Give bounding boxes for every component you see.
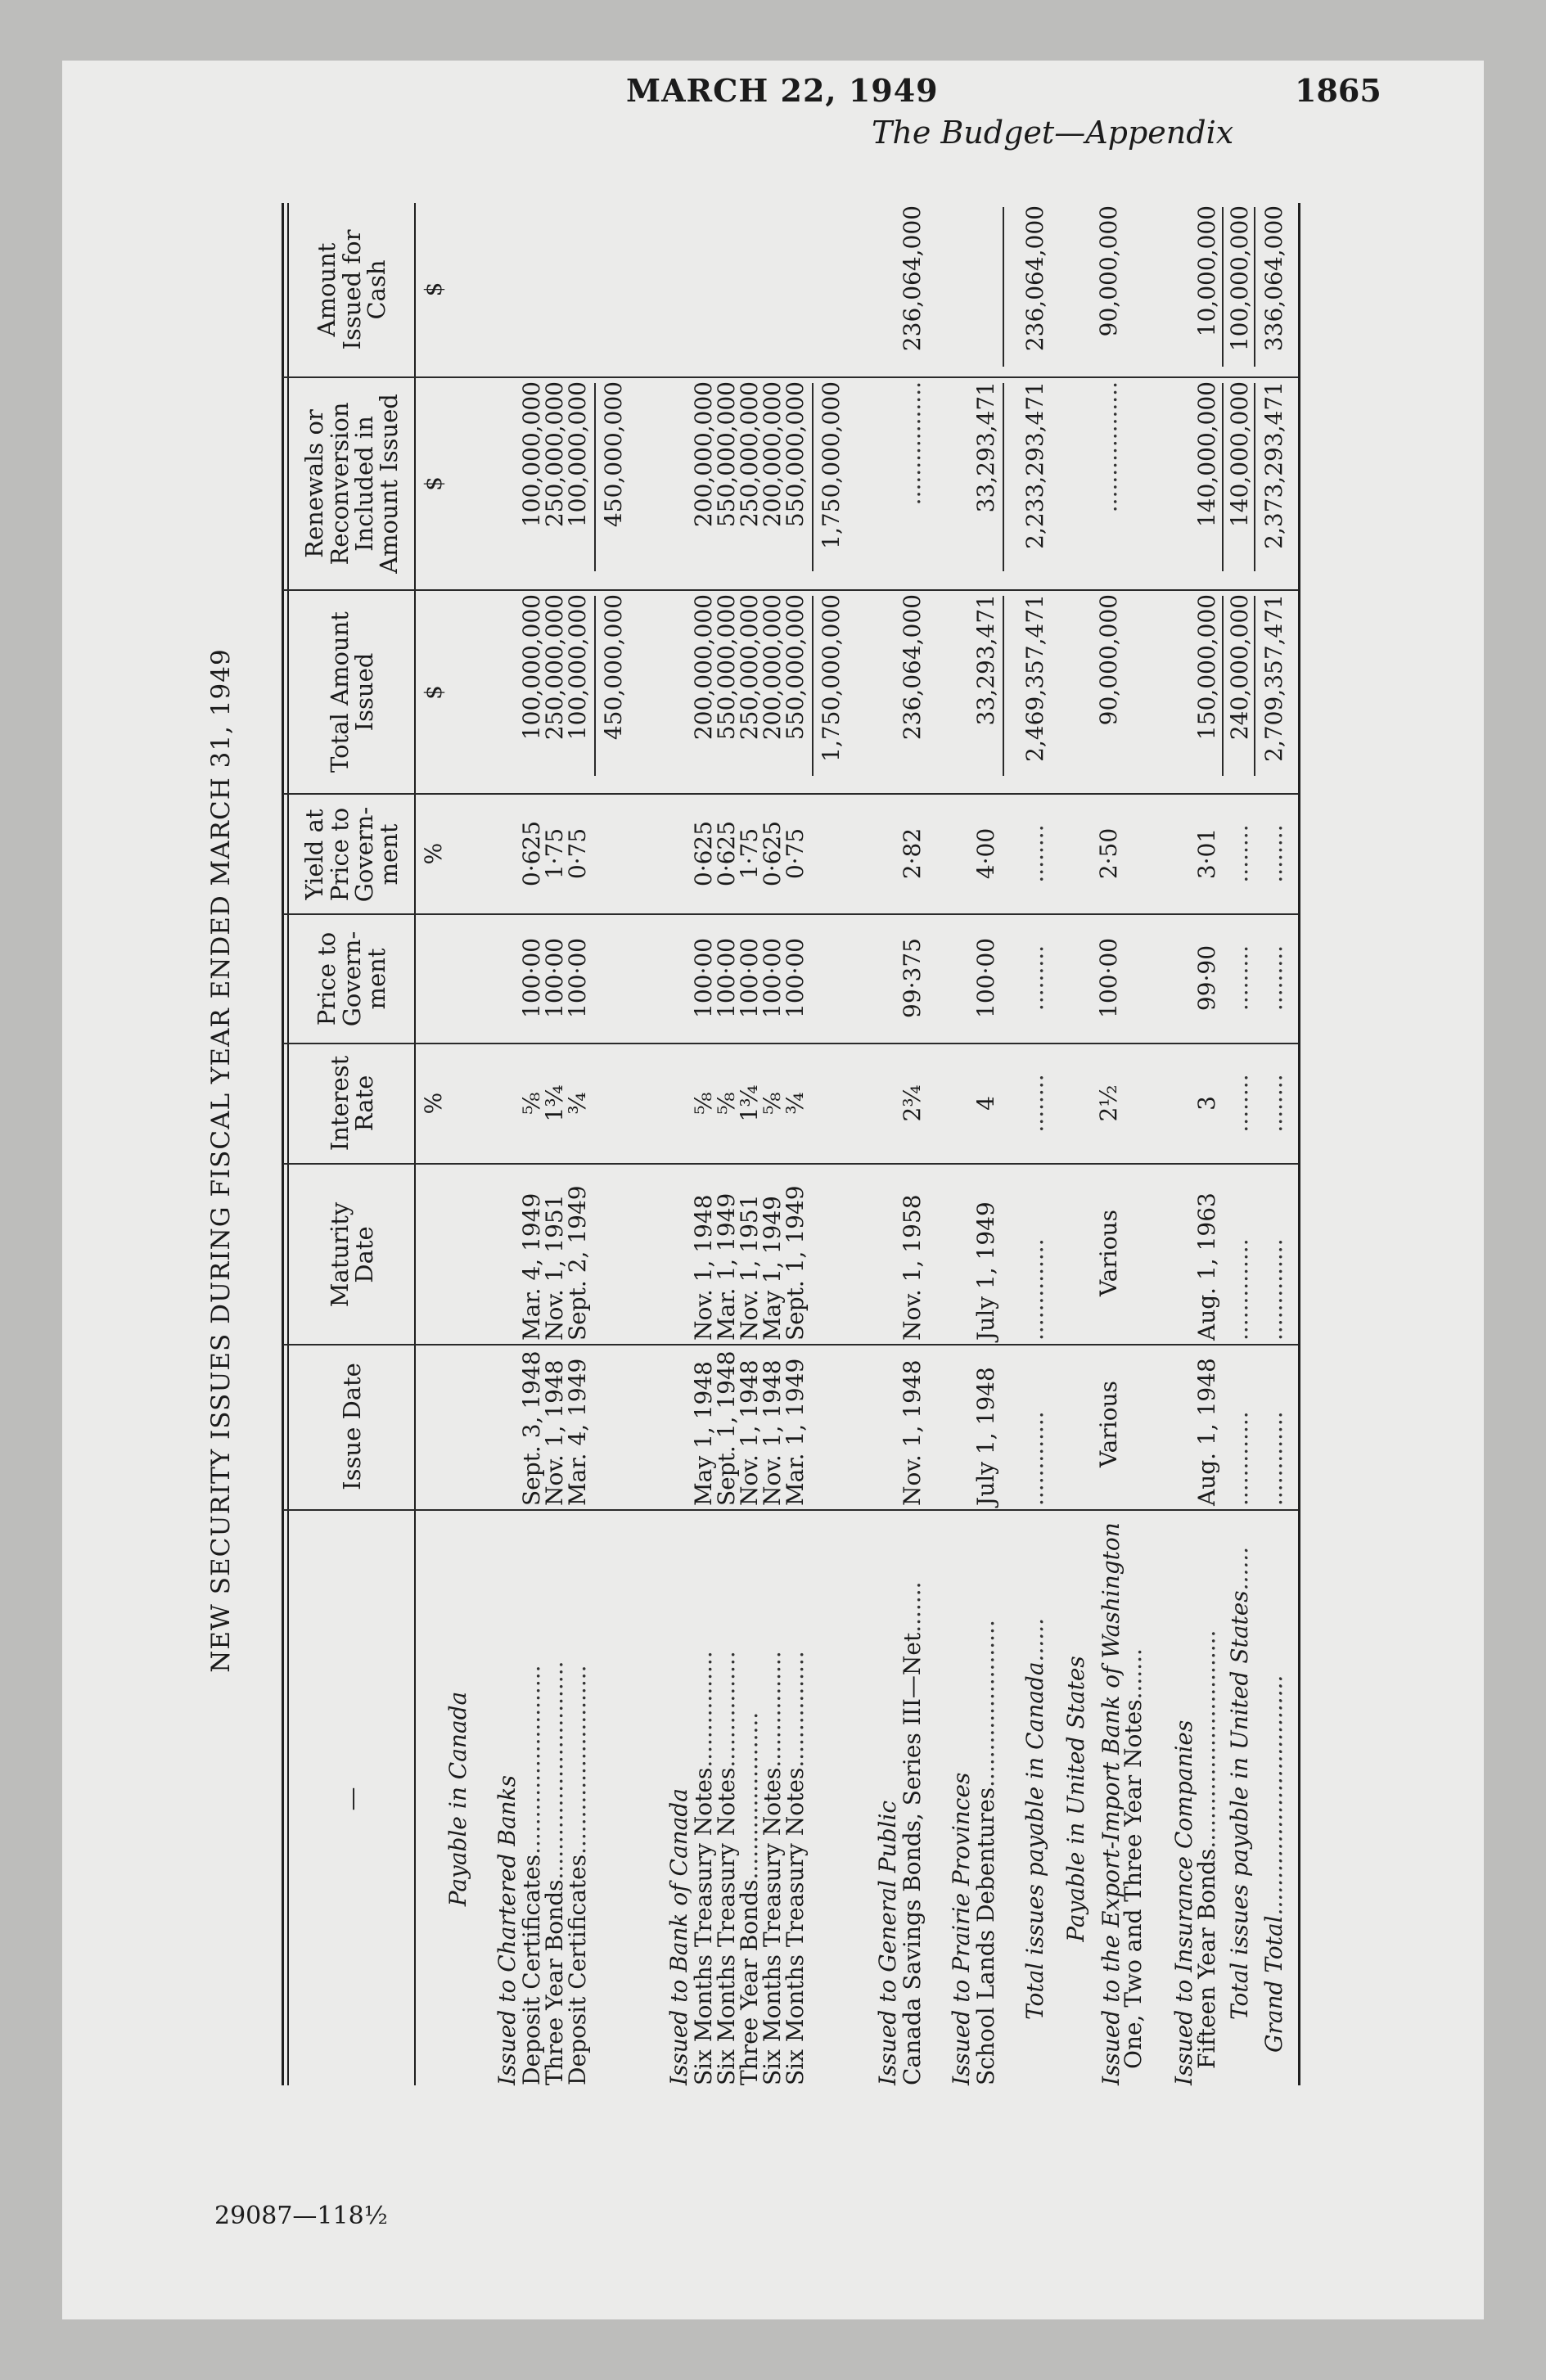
table-row	[566, 203, 590, 2118]
label-text: Total issues payable in United States	[1226, 1590, 1253, 2020]
leaders: .........	[1226, 944, 1253, 1012]
cell-yield: 1·75	[541, 827, 568, 880]
cell-cash: 10,000,000	[1193, 205, 1220, 337]
leaders: ..............	[1021, 1238, 1048, 1341]
cell-maturity: Sept. 1, 1949	[782, 1185, 809, 1341]
cell-issue: Mar. 4, 1949	[564, 1358, 591, 1506]
header-maturity-date: Maturity Date	[325, 1201, 378, 1308]
table-row	[783, 203, 808, 2118]
grand-total-label: Grand Total.................................	[1260, 1675, 1287, 2053]
desc-text: Deposit Certificates	[518, 1854, 545, 2085]
leaders: ........	[1260, 1074, 1287, 1133]
table-row	[1095, 203, 1147, 2118]
leaders: .............	[1226, 1411, 1253, 1506]
page-subtitle: The Budget—Appendix	[872, 115, 1234, 151]
cell-price: 99·375	[899, 938, 926, 1018]
cell-total: 90,000,000	[1095, 594, 1122, 726]
cell-issue: Sept. 3, 1948	[518, 1350, 545, 1506]
cell-issue: Nov. 1, 1948	[736, 1359, 763, 1506]
unit-cash: $	[420, 282, 447, 297]
cell-total: 550,000,000	[782, 594, 809, 741]
cell-renew: 2,373,293,471	[1260, 381, 1287, 549]
cell-issue: Mar. 1, 1949	[782, 1358, 809, 1506]
section-label: Payable in Canada	[444, 1691, 471, 1907]
label-text: Grand Total	[1260, 1915, 1287, 2053]
label-text: Total issues payable in Canada	[1021, 1661, 1048, 2020]
cell-yield: 0·625	[713, 820, 740, 887]
desc-text: School Lands Debentures	[972, 1787, 999, 2085]
cell-issue: July 1, 1948	[972, 1367, 999, 1506]
desc-text: Six Months Treasury Notes	[690, 1767, 717, 2085]
cell-maturity: Nov. 1, 1958	[899, 1194, 926, 1341]
leaders: ........	[1021, 1074, 1048, 1133]
group-label: Issued to General Public	[874, 1800, 901, 2085]
top-rule	[282, 203, 284, 2085]
cell-price: 100·00	[782, 938, 809, 1018]
cell-total: 200,000,000	[690, 594, 717, 741]
desc-text: Canada Savings Bonds, Series III—Net	[899, 1632, 926, 2085]
cell-issue: Nov. 1, 1948	[899, 1359, 926, 1506]
cell-price: 100·00	[541, 938, 568, 1018]
header-total-amount: Total Amount Issued	[325, 611, 378, 773]
cell-rate: 1¾	[736, 1084, 763, 1122]
subtotal-row	[819, 203, 844, 2118]
desc-text: Six Months Treasury Notes	[759, 1767, 786, 2085]
cell-renew-leaders: .................	[899, 381, 926, 506]
cell-issue: Nov. 1, 1948	[759, 1359, 786, 1506]
cell-price: 100·00	[736, 938, 763, 1018]
cell-renew: 140,000,000	[1193, 381, 1220, 528]
header-rule	[414, 203, 416, 2085]
page-number: 1865	[1295, 72, 1381, 109]
cell-issue: Aug. 1, 1948	[1193, 1358, 1220, 1506]
cell-total: 100,000,000	[518, 594, 545, 741]
row-description: Fifteen Year Bonds..............................	[1195, 1630, 1219, 2085]
cell-yield: 2·82	[899, 827, 926, 880]
cell-price: 100·00	[564, 938, 591, 1018]
desc-text: One, Two and Three Year Notes	[1120, 1699, 1147, 2069]
cell-price: 100·00	[759, 938, 786, 1018]
subtotal-rule	[594, 383, 596, 571]
cell-yield: 2·50	[1095, 827, 1122, 880]
total-us-row	[1228, 203, 1252, 2118]
section-label: Payable in United States	[1062, 1656, 1089, 1942]
row-description: Six Months Treasury Notes................	[782, 1651, 809, 2085]
cell-yield: 0·75	[782, 827, 809, 880]
cell-cash: 100,000,000	[1226, 205, 1253, 352]
header-issue-date: Issue Date	[337, 1363, 366, 1490]
cell-cash: 90,000,000	[1095, 205, 1122, 337]
desc-text: Three Year Bonds	[541, 1879, 568, 2085]
header-price: Price to Govern-ment	[313, 931, 391, 1027]
cell-price: 100·00	[690, 938, 717, 1018]
cell-subtotal-total: 1,750,000,000	[818, 594, 845, 762]
cell-price: 100·00	[713, 938, 740, 1018]
cell-rate: 1¾	[541, 1084, 568, 1122]
total-canada-row	[1023, 203, 1048, 2118]
units-row	[421, 203, 446, 2118]
cell-yield: 4·00	[972, 827, 999, 880]
cell-price: 100·00	[1095, 938, 1122, 1018]
subtotal-rule	[812, 596, 814, 776]
cell-issue: Nov. 1, 1948	[541, 1359, 568, 1506]
group-heading	[949, 203, 974, 2118]
group-heading	[876, 203, 900, 2118]
total-rule	[1003, 596, 1004, 776]
group-label: Issued to Prairie Provinces	[948, 1772, 975, 2085]
table-row	[974, 203, 998, 2118]
total-rule	[1222, 207, 1224, 367]
group-label: Issued to Bank of Canada	[665, 1788, 692, 2085]
section-heading-us	[1064, 203, 1089, 2118]
unit-rate: %	[420, 1092, 447, 1115]
cell-total: 150,000,000	[1193, 594, 1220, 741]
page-date: MARCH 22, 1949	[626, 72, 939, 109]
desc-text: Fifteen Year Bonds	[1193, 1848, 1220, 2069]
table-row	[1195, 203, 1219, 2118]
total-rule	[1222, 596, 1224, 776]
cell-issue: May 1, 1948	[690, 1361, 717, 1506]
cell-rate: 4	[972, 1096, 999, 1111]
cell-subtotal-total: 450,000,000	[600, 594, 627, 741]
cell-yield: 0·625	[759, 820, 786, 887]
cell-price: 100·00	[972, 938, 999, 1018]
desc-text: Six Months Treasury Notes	[782, 1767, 809, 2085]
grand-total-row	[1262, 203, 1287, 2118]
cell-yield: 0·625	[690, 820, 717, 887]
cell-yield: 1·75	[736, 827, 763, 880]
cell-total: 250,000,000	[736, 594, 763, 741]
cell-total: 100,000,000	[564, 594, 591, 741]
group-heading	[495, 203, 520, 2118]
cell-renew-leaders: ..................	[1095, 381, 1122, 513]
desc-text: Three Year Bonds	[736, 1879, 763, 2085]
cell-subtotal-renew: 1,750,000,000	[818, 381, 845, 549]
leaders: .........	[1021, 944, 1048, 1012]
row-description: School Lands Debentures.......................	[972, 1620, 999, 2085]
cell-yield: 0·75	[564, 827, 591, 880]
cell-maturity: May 1, 1949	[759, 1196, 786, 1341]
total-rule	[1254, 596, 1255, 776]
cell-total: 33,293,471	[972, 594, 999, 726]
total-rule	[1222, 383, 1224, 571]
total-rule	[1254, 207, 1255, 367]
leaders: ..............	[1226, 1238, 1253, 1341]
cell-maturity: Nov. 1, 1951	[541, 1194, 568, 1341]
cell-renew: 100,000,000	[518, 381, 545, 528]
cell-maturity: Nov. 1, 1948	[690, 1194, 717, 1341]
subtotal-rule	[812, 383, 814, 571]
cell-total: 236,064,000	[899, 594, 926, 741]
cell-maturity: July 1, 1949	[972, 1201, 999, 1341]
cell-rate: ⅝	[518, 1092, 545, 1115]
top-rule-2	[287, 203, 289, 2085]
cell-total: 250,000,000	[541, 594, 568, 741]
leaders: ........	[1226, 824, 1253, 883]
header-yield: Yield at Price to Govern-ment	[300, 806, 403, 903]
cell-total: 240,000,000	[1226, 594, 1253, 741]
bottom-rule	[1298, 203, 1300, 2085]
cell-total: 200,000,000	[759, 594, 786, 741]
cell-yield: 0·625	[518, 820, 545, 887]
header-interest-rate: Interest Rate	[325, 1055, 378, 1152]
section-heading-canada	[446, 203, 471, 2118]
leaders: ..............	[1260, 1238, 1287, 1341]
leaders: .............	[1260, 1411, 1287, 1506]
cell-subtotal-renew: 450,000,000	[600, 381, 627, 528]
unit-yield: %	[420, 842, 447, 865]
cell-maturity: Various	[1095, 1210, 1122, 1296]
row-description: Deposit Certificates..........................	[518, 1665, 545, 2085]
cell-renew: 550,000,000	[782, 381, 809, 528]
desc-text: Deposit Certificates	[564, 1854, 591, 2085]
desc-text: Six Months Treasury Notes	[713, 1767, 740, 2085]
total-canada-label: Total issues payable in Canada......	[1021, 1618, 1048, 2020]
subtotal-rule	[594, 596, 596, 776]
cell-price: 99·90	[1193, 944, 1220, 1012]
cell-renew: 100,000,000	[564, 381, 591, 528]
cell-renew: 33,293,471	[972, 381, 999, 513]
unit-renewals: $	[420, 476, 447, 491]
group-label: Issued to Insurance Companies	[1170, 1720, 1197, 2085]
cell-total: 2,709,357,471	[1260, 594, 1287, 762]
cell-issue: Various	[1095, 1381, 1122, 1467]
cell-price: 100·00	[518, 938, 545, 1018]
cell-total: 550,000,000	[713, 594, 740, 741]
row-description: Six Months Treasury Notes................	[690, 1651, 717, 2085]
cell-renew: 200,000,000	[690, 381, 717, 528]
row-description: One, Two and Three Year Notes.......	[1121, 1648, 1146, 2085]
cell-rate: 3	[1193, 1096, 1220, 1111]
row-description: Canada Savings Bonds, Series III—Net.......	[899, 1581, 926, 2085]
total-rule	[1254, 383, 1255, 571]
cell-rate: ¾	[782, 1092, 809, 1115]
cell-renew: 140,000,000	[1226, 381, 1253, 528]
subtotal-row	[602, 203, 626, 2118]
cell-rate: ¾	[564, 1092, 591, 1115]
cell-maturity: Mar. 1, 1949	[713, 1192, 740, 1341]
cell-renew: 550,000,000	[713, 381, 740, 528]
total-us-label: Total issues payable in United States......	[1226, 1546, 1253, 2020]
leaders: ........	[1021, 824, 1048, 883]
cell-renew: 250,000,000	[736, 381, 763, 528]
group-heading	[667, 203, 692, 2118]
cell-maturity: Nov. 1, 1951	[736, 1194, 763, 1341]
unit-total: $	[420, 685, 447, 700]
cell-rate: 2½	[1095, 1084, 1122, 1122]
cell-renew: 2,233,293,471	[1021, 381, 1048, 549]
cell-total: 2,469,357,471	[1021, 594, 1048, 762]
header-cash: Amount Issued for Cash	[313, 229, 391, 350]
row-description: Six Months Treasury Notes................	[759, 1651, 786, 2085]
cell-maturity: Mar. 4, 1949	[518, 1192, 545, 1341]
table-title: NEW SECURITY ISSUES DURING FISCAL YEAR ENDED MARCH 31, 1949	[206, 648, 236, 1673]
cell-rate: ⅝	[713, 1092, 740, 1115]
row-description: Three Year Bonds..............................	[541, 1661, 568, 2085]
cell-renew: 200,000,000	[759, 381, 786, 528]
rotated-table	[206, 203, 1350, 2118]
row-description: Three Year Bonds.......................	[736, 1711, 763, 2085]
footer-code: 29087—118½	[214, 2202, 388, 2230]
header-description: —	[337, 1787, 366, 1811]
group-label: Issued to the Export-Import Bank of Washington	[1098, 1522, 1125, 2085]
leaders: ........	[1226, 1074, 1253, 1133]
cell-cash: 236,064,000	[1021, 205, 1048, 352]
cell-renew: 250,000,000	[541, 381, 568, 528]
cell-maturity: Sept. 2, 1949	[564, 1185, 591, 1341]
leaders: .........	[1260, 944, 1287, 1012]
leaders: .............	[1021, 1411, 1048, 1506]
table-row	[900, 203, 925, 2118]
cell-rate: ⅝	[690, 1092, 717, 1115]
cell-issue: Sept. 1, 1948	[713, 1350, 740, 1506]
total-rule	[1003, 383, 1004, 571]
cell-yield: 3·01	[1193, 827, 1220, 880]
cell-cash: 236,064,000	[899, 205, 926, 352]
cell-maturity: Aug. 1, 1963	[1193, 1192, 1220, 1341]
row-description: Six Months Treasury Notes................	[713, 1651, 740, 2085]
header-renewals: Renewals or Reconversion Included in Amount Issued	[300, 394, 403, 574]
cell-rate: 2¾	[899, 1084, 926, 1122]
row-description: Deposit Certificates..........................	[564, 1665, 591, 2085]
leaders: ........	[1260, 824, 1287, 883]
cell-cash: 336,064,000	[1260, 205, 1287, 352]
total-rule	[1003, 207, 1004, 367]
cell-rate: ⅝	[759, 1092, 786, 1115]
group-label: Issued to Chartered Banks	[494, 1774, 521, 2085]
